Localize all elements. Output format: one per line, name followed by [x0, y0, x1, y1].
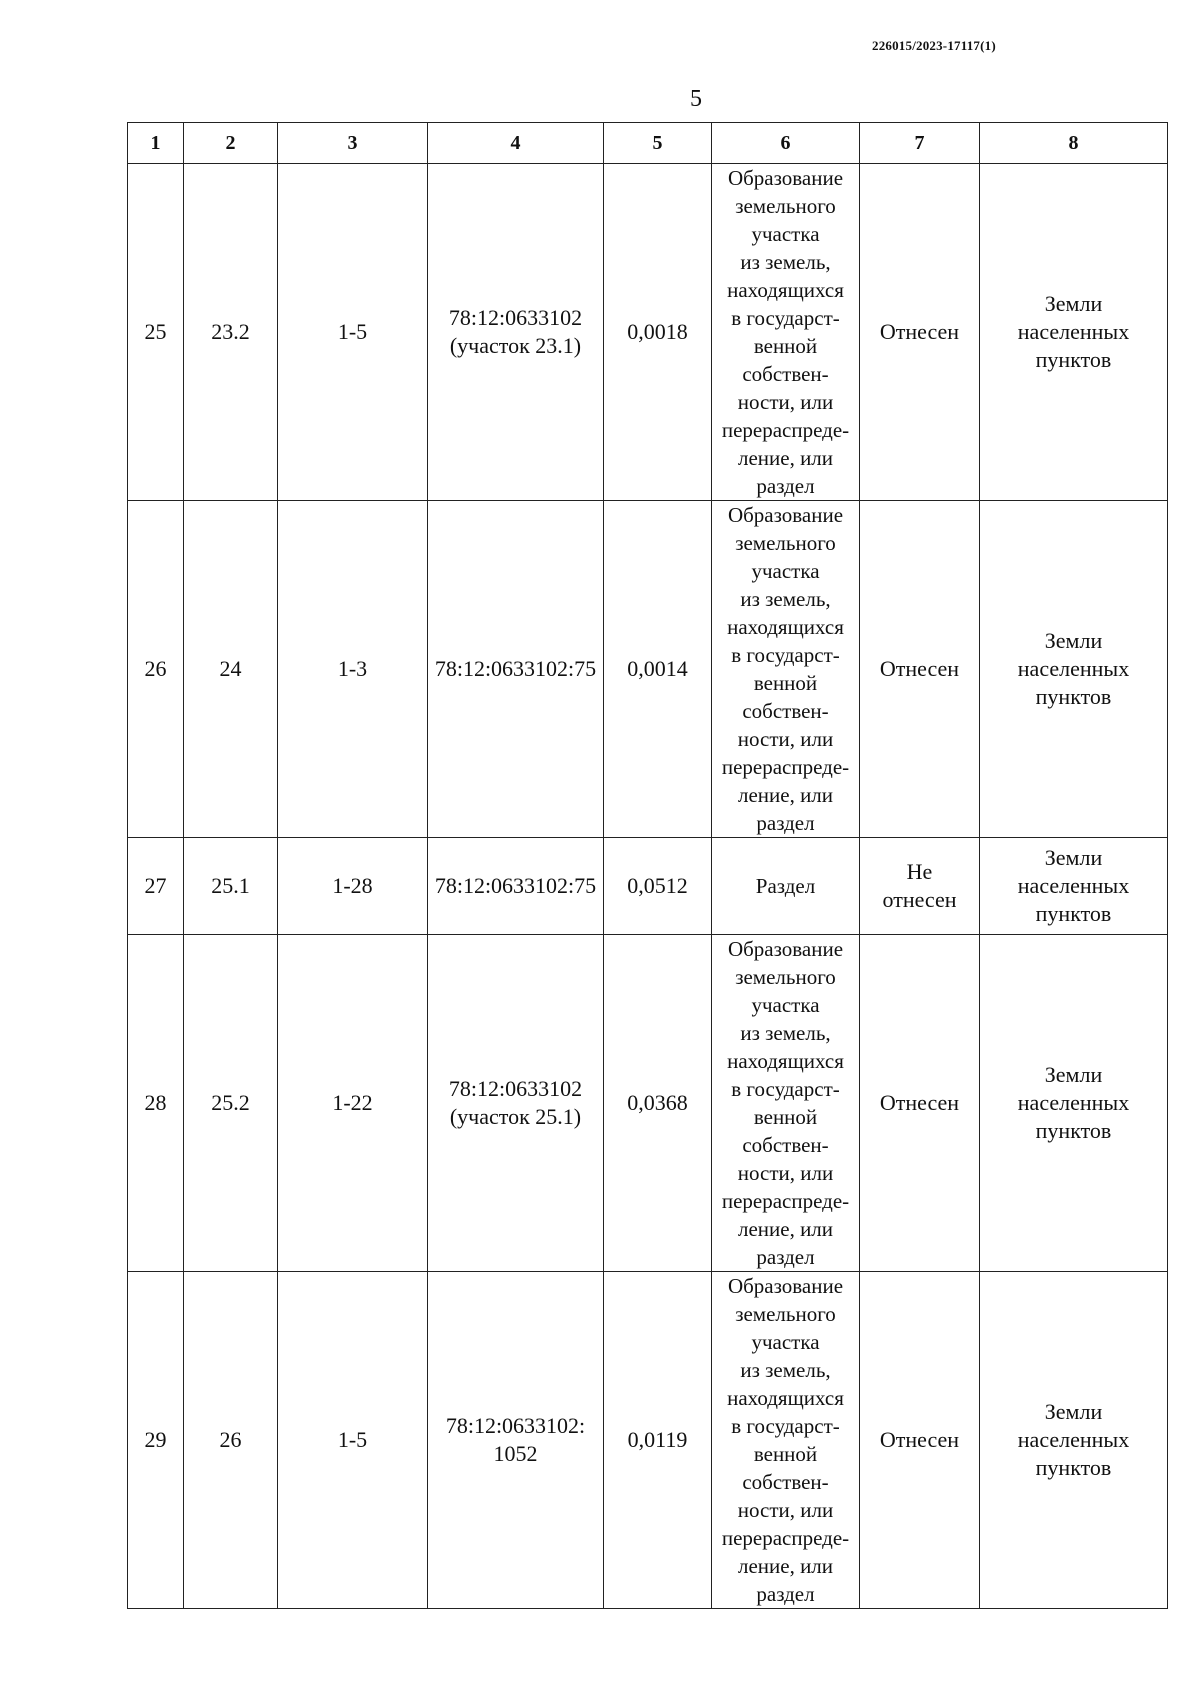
area-value-cell: 0,0368 [604, 935, 712, 1272]
land-category-line: пунктов [1035, 347, 1112, 372]
column-header-3: 3 [278, 123, 428, 164]
assignment-status-line: Отнесен [879, 1427, 960, 1452]
formation-method-line: ности, или [737, 727, 834, 751]
formation-method-line: земельного [735, 194, 836, 218]
land-category-cell [980, 501, 1168, 838]
column-header-1: 1 [128, 123, 184, 164]
column-header-7: 7 [860, 123, 980, 164]
contour-points-cell: 1-3 [278, 501, 428, 838]
table-header-row [128, 123, 1168, 164]
row-number-cell: 28 [128, 935, 184, 1272]
formation-method-cell [712, 164, 860, 501]
land-category-line: населенных [1017, 1090, 1130, 1115]
land-category-line: населенных [1017, 1427, 1130, 1452]
area-value-cell: 0,0018 [604, 164, 712, 501]
formation-method-line: в государст- [731, 1077, 840, 1101]
table-row [128, 935, 1168, 1272]
contour-points-cell: 1-28 [278, 838, 428, 935]
table-row [128, 164, 1168, 501]
cadastral-number-cell [428, 501, 604, 838]
formation-method-line: участка [751, 1330, 820, 1354]
formation-method-cell [712, 838, 860, 935]
assignment-status-cell [860, 501, 980, 838]
formation-method-line: собствен- [742, 1470, 829, 1494]
land-category-line: пунктов [1035, 1118, 1112, 1143]
assignment-status-line: Отнесен [879, 1090, 960, 1115]
land-category-cell [980, 164, 1168, 501]
formation-method-line: собствен- [742, 362, 829, 386]
formation-method-line: находящихся [727, 1049, 844, 1073]
plot-designation-cell: 24 [184, 501, 278, 838]
cadastral-number-line: 78:12:0633102:75 [434, 873, 597, 898]
assignment-status-cell [860, 1272, 980, 1609]
formation-method-line: Образование [727, 937, 844, 961]
assignment-status-line: Отнесен [879, 656, 960, 681]
plot-designation-cell: 23.2 [184, 164, 278, 501]
formation-method-line: находящихся [727, 278, 844, 302]
row-number-cell: 26 [128, 501, 184, 838]
land-category-line: пунктов [1035, 684, 1112, 709]
plot-designation-cell: 26 [184, 1272, 278, 1609]
assignment-status-cell [860, 164, 980, 501]
land-category-line: Земли [1044, 1399, 1103, 1424]
land-category-line: Земли [1044, 845, 1103, 870]
formation-method-line: раздел [756, 1582, 815, 1606]
contour-points-cell: 1-5 [278, 1272, 428, 1609]
cadastral-number-line: 1052 [493, 1441, 538, 1466]
assignment-status-line: Не [906, 859, 933, 884]
area-value-cell: 0,0119 [604, 1272, 712, 1609]
formation-method-line: венной [753, 671, 818, 695]
formation-method-line: участка [751, 993, 820, 1017]
formation-method-line: ление, или [737, 446, 834, 470]
formation-method-line: ности, или [737, 390, 834, 414]
land-category-line: населенных [1017, 319, 1130, 344]
formation-method-line: земельного [735, 531, 836, 555]
formation-method-line: Раздел [755, 874, 816, 898]
formation-method-line: ление, или [737, 783, 834, 807]
land-category-cell [980, 838, 1168, 935]
cadastral-number-line: (участок 23.1) [449, 333, 582, 358]
column-header-4: 4 [428, 123, 604, 164]
formation-method-line: перераспреде- [721, 418, 850, 442]
formation-method-line: раздел [756, 811, 815, 835]
table-body [128, 164, 1168, 1609]
cadastral-number-cell [428, 935, 604, 1272]
land-category-line: Земли [1044, 1062, 1103, 1087]
column-header-8: 8 [980, 123, 1168, 164]
plot-designation-cell: 25.1 [184, 838, 278, 935]
formation-method-line: ности, или [737, 1498, 834, 1522]
formation-method-line: участка [751, 559, 820, 583]
table-row [128, 838, 1168, 935]
cadastral-number-line: 78:12:0633102: [445, 1413, 586, 1438]
formation-method-line: ности, или [737, 1161, 834, 1185]
document-number: 226015/2023-17117(1) [872, 38, 996, 53]
formation-method-line: из земель, [740, 1358, 831, 1382]
cadastral-number-line: 78:12:0633102:75 [434, 656, 597, 681]
page-number: 5 [690, 86, 702, 112]
row-number-cell: 25 [128, 164, 184, 501]
formation-method-line: собствен- [742, 1133, 829, 1157]
formation-method-line: собствен- [742, 699, 829, 723]
land-category-line: пунктов [1035, 1455, 1112, 1480]
formation-method-line: раздел [756, 474, 815, 498]
land-category-line: населенных [1017, 656, 1130, 681]
land-category-line: Земли [1044, 628, 1103, 653]
formation-method-line: Образование [727, 503, 844, 527]
cadastral-number-cell [428, 1272, 604, 1609]
column-header-2: 2 [184, 123, 278, 164]
formation-method-line: участка [751, 222, 820, 246]
formation-method-line: перераспреде- [721, 1526, 850, 1550]
formation-method-line: венной [753, 1105, 818, 1129]
formation-method-line: находящихся [727, 1386, 844, 1410]
formation-method-cell [712, 935, 860, 1272]
row-number-cell: 29 [128, 1272, 184, 1609]
cadastral-number-line: (участок 25.1) [449, 1104, 582, 1129]
cadastral-number-line: 78:12:0633102 [448, 1076, 583, 1101]
table-row [128, 1272, 1168, 1609]
cadastral-number-line: 78:12:0633102 [448, 305, 583, 330]
land-category-cell [980, 1272, 1168, 1609]
formation-method-line: в государст- [731, 643, 840, 667]
formation-method-line: ление, или [737, 1217, 834, 1241]
plot-designation-cell: 25.2 [184, 935, 278, 1272]
formation-method-line: венной [753, 1442, 818, 1466]
formation-method-line: перераспреде- [721, 755, 850, 779]
formation-method-cell [712, 1272, 860, 1609]
cadastral-number-cell [428, 838, 604, 935]
formation-method-line: в государст- [731, 1414, 840, 1438]
row-number-cell: 27 [128, 838, 184, 935]
land-category-line: Земли [1044, 291, 1103, 316]
formation-method-line: из земель, [740, 1021, 831, 1045]
area-value-cell: 0,0014 [604, 501, 712, 838]
assignment-status-cell [860, 838, 980, 935]
formation-method-line: земельного [735, 1302, 836, 1326]
land-plots-table [127, 122, 1168, 1609]
column-header-6: 6 [712, 123, 860, 164]
assignment-status-line: Отнесен [879, 319, 960, 344]
land-category-line: пунктов [1035, 901, 1112, 926]
formation-method-line: в государст- [731, 306, 840, 330]
column-header-5: 5 [604, 123, 712, 164]
land-category-cell [980, 935, 1168, 1272]
formation-method-line: перераспреде- [721, 1189, 850, 1213]
formation-method-line: венной [753, 334, 818, 358]
land-category-line: населенных [1017, 873, 1130, 898]
formation-method-line: земельного [735, 965, 836, 989]
contour-points-cell: 1-5 [278, 164, 428, 501]
table-row [128, 501, 1168, 838]
assignment-status-line: отнесен [882, 887, 957, 912]
formation-method-line: ление, или [737, 1554, 834, 1578]
contour-points-cell: 1-22 [278, 935, 428, 1272]
formation-method-cell [712, 501, 860, 838]
cadastral-number-cell [428, 164, 604, 501]
formation-method-line: находящихся [727, 615, 844, 639]
formation-method-line: из земель, [740, 250, 831, 274]
formation-method-line: раздел [756, 1245, 815, 1269]
formation-method-line: из земель, [740, 587, 831, 611]
formation-method-line: Образование [727, 1274, 844, 1298]
formation-method-line: Образование [727, 166, 844, 190]
assignment-status-cell [860, 935, 980, 1272]
area-value-cell: 0,0512 [604, 838, 712, 935]
